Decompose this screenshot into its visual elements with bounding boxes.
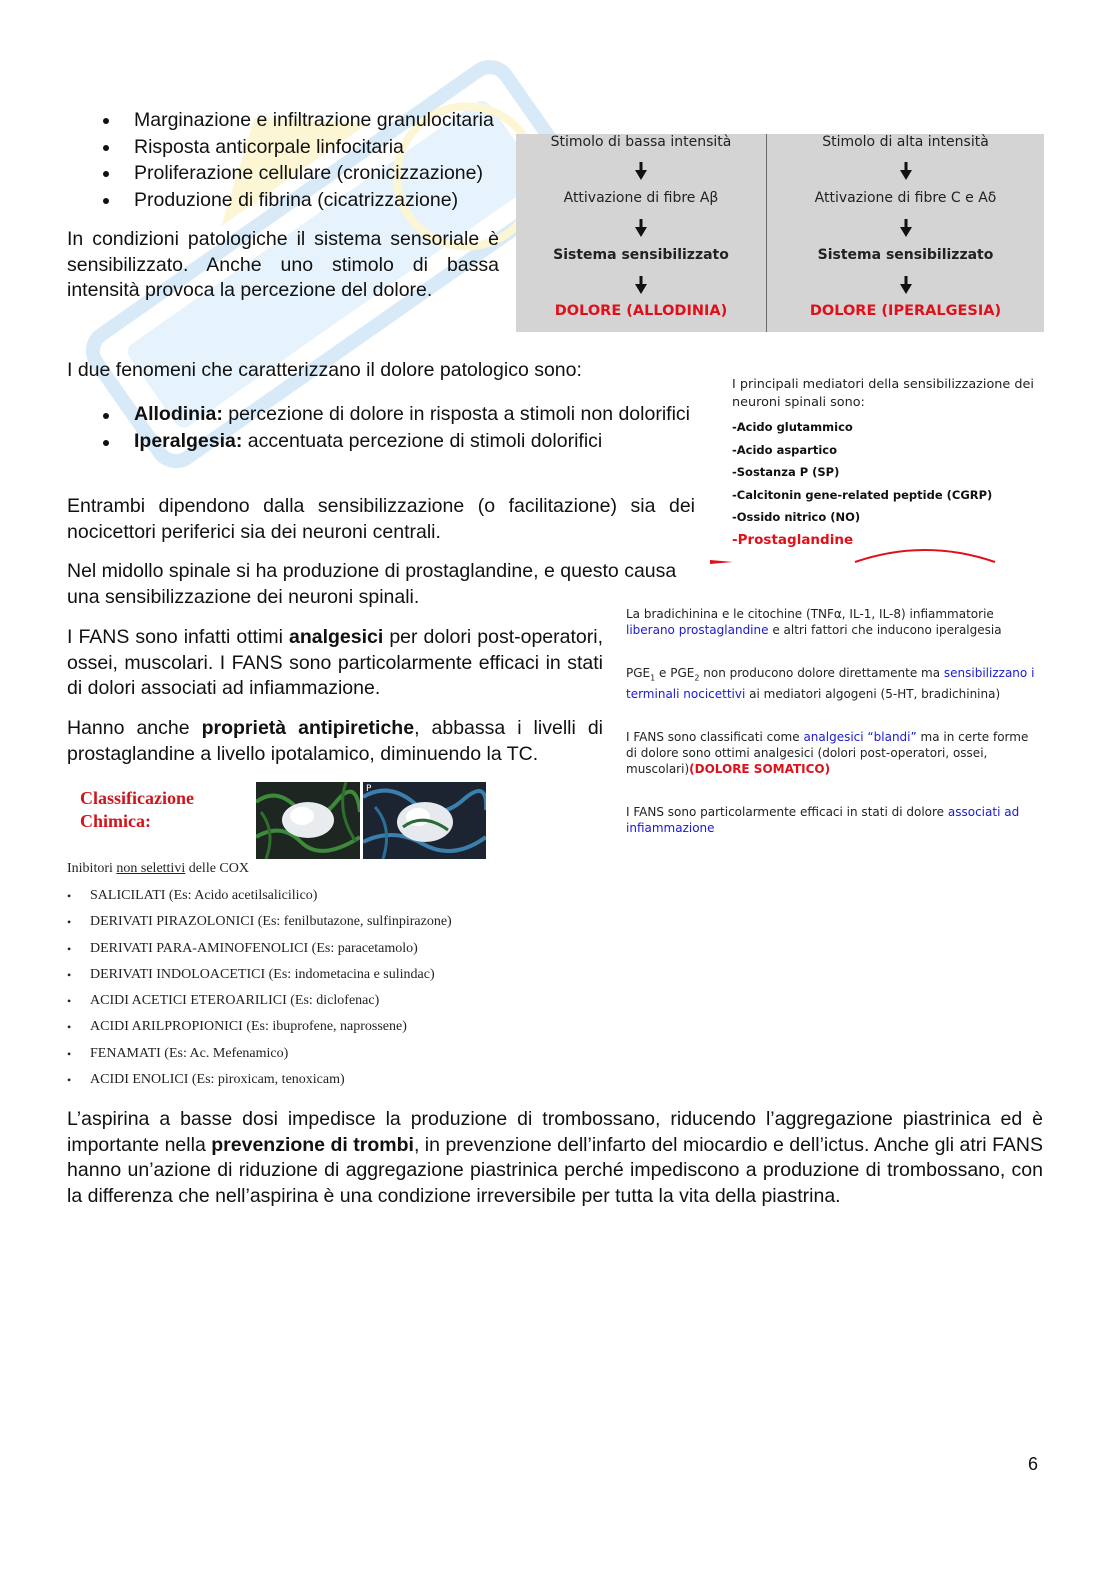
mediator-item: -Sostanza P (SP) (732, 465, 840, 479)
phenomena-list (67, 402, 695, 454)
text: delle COX (185, 861, 249, 876)
allodynia-hyperalgesia-diagram (516, 134, 1044, 332)
mediators-list (732, 416, 1042, 548)
mediator-item: -Acido glutammico (732, 420, 853, 434)
arrow-down-icon (900, 162, 912, 180)
text: PGE (626, 666, 651, 680)
list-item: Proliferazione cellulare (cronicizzazione) (67, 160, 527, 187)
mediator-item: -Calcitonin gene-related peptide (CGRP) (732, 487, 993, 502)
arrow-down-icon (635, 219, 647, 237)
title-line: Classificazione (80, 788, 194, 808)
para-spinal: Nel midollo spinale si ha produzione di prostaglandine, e questo causa una sensibilizzazione dei neuroni spinali. (67, 560, 677, 608)
classification-header (67, 861, 249, 877)
text: I FANS sono classificati come (626, 730, 804, 745)
cox-structure-image (363, 782, 486, 859)
info-paragraph (626, 606, 1040, 638)
term-allodinia: Allodinia: (134, 403, 223, 425)
info-paragraph (626, 665, 1040, 702)
diagram-result: DOLORE (IPERALGESIA) (809, 303, 1002, 319)
highlight-swoosh (705, 540, 1005, 566)
text: La bradichinina e le citochine (TNFα, IL-1, IL-8) infiammatorie (626, 607, 994, 621)
list-item (67, 402, 695, 428)
list-item: • SALICILATI (Es: Acido acetilsalicilico) (67, 883, 527, 909)
text: , in prevenzione dell’infarto del miocardio e dell’ictus. Anche gli atri FANS hanno un’azione di riduzione di aggregazione piastrinica perché impediscono a produzione di trombossano, con la differenza che nell’aspirina è una condizione irreversibile per tutta la vita della piastrina. (67, 1133, 1044, 1207)
diagram-step: Sistema sensibilizzato (553, 247, 729, 263)
list-item: Risposta anticorpale linfocitaria (67, 134, 527, 161)
svg-text:P: P (366, 784, 372, 794)
list-item: • DERIVATI PARA-AMINOFENOLICI (Es: paracetamolo) (67, 936, 527, 962)
mediators-intro: I principali mediatori della sensibilizzazione dei neuroni spinali sono: (732, 377, 1034, 410)
cox-structure-image (256, 782, 360, 859)
list-item: • ACIDI ENOLICI (Es: piroxicam, tenoxicam) (67, 1067, 527, 1093)
list-item: Produzione di fibrina (cicatrizzazione) (67, 187, 527, 214)
definition: accentuata percezione di stimoli dolorifici (242, 429, 603, 452)
text: per dolori post-operatori, ossei, muscolari. I FANS sono particolarmente efficaci in stati di dolori associati ad infiammazione. (67, 626, 603, 699)
info-box (626, 606, 1040, 836)
mediator-highlight: -Prostaglandine (732, 531, 854, 548)
classification-title (80, 787, 194, 833)
para-both: Entrambi dipendono dalla sensibilizzazione (o facilitazione) sia dei nocicettori periferici sia dei neuroni centrali. (67, 495, 695, 543)
list-item: • ACIDI ACETICI ETEROARILICI (Es: diclofenac) (67, 988, 527, 1014)
info-paragraph (626, 729, 1040, 777)
text: I FANS sono infatti ottimi (67, 626, 289, 648)
bold-text: proprietà antipiretiche (201, 717, 415, 739)
text: I FANS sono particolarmente efficaci in stati di dolore (626, 805, 948, 820)
mediators-panel (732, 376, 1042, 548)
text: ai mediatori algogeni (5-HT, bradichinina) (745, 687, 1001, 702)
text: Hanno anche (67, 717, 202, 739)
info-paragraph (626, 804, 1040, 836)
page-number: 6 (1028, 1454, 1039, 1474)
text: non producono dolore direttamente ma (699, 666, 944, 680)
mediator-item: -Ossido nitrico (NO) (732, 510, 861, 524)
underlined-text: non selettivi (116, 861, 186, 876)
list-item: • FENAMATI (Es: Ac. Mefenamico) (67, 1041, 527, 1067)
bold-text: analgesici (288, 626, 384, 648)
text: e PGE (655, 666, 695, 680)
text: , abbassa i livelli di prostaglandine a livello ipotalamico, diminuendo la TC. (67, 717, 603, 765)
text: ma in certe forme di dolore sono ottimi analgesici (dolori post-operatori, ossei, muscolari) (626, 730, 1029, 777)
para-aspirin (67, 1107, 1043, 1209)
para-antipyretic (67, 716, 603, 767)
phenomena-intro: I due fenomeni che caratterizzano il dolore patologico sono: (67, 359, 582, 381)
arrow-down-icon (900, 219, 912, 237)
diagram-step: Attivazione di fibre Aβ (563, 190, 719, 206)
mediator-item: -Acido aspartico (732, 442, 837, 457)
subscript: 2 (694, 673, 700, 683)
diagram-step: Stimolo di alta intensità (822, 134, 989, 150)
para-fans (67, 625, 603, 702)
diagram-result: DOLORE (ALLODINIA) (554, 303, 728, 319)
diagram-step: Stimolo di bassa intensità (550, 134, 732, 150)
para-sensitized: In condizioni patologiche il sistema sensoriale è sensibilizzato. Anche uno stimolo di bassa intensità provoca la percezione del dolore. (67, 228, 499, 301)
title-line: Chimica: (80, 811, 151, 831)
text: Inibitori (67, 861, 117, 876)
text: L’aspirina a basse dosi impedisce la produzione di trombossano, riducendo l’aggregazione piastrinica ed è importante nella (67, 1108, 1043, 1156)
list-item: • DERIVATI PIRAZOLONICI (Es: fenilbutazone, sulfinpirazone) (67, 909, 527, 935)
arrow-down-icon (635, 162, 647, 180)
diagram-step: Sistema sensibilizzato (817, 247, 994, 263)
subscript: 1 (650, 673, 656, 683)
classification-list (67, 883, 527, 1093)
list-item (67, 429, 695, 455)
list-item: • ACIDI ARILPROPIONICI (Es: ibuprofene, naprossene) (67, 1014, 527, 1040)
highlight-text: liberano prostaglandine (626, 623, 769, 637)
term-iperalgesia: Iperalgesia: (134, 429, 243, 452)
highlight-text: sensibilizzano i terminali nocicettivi (626, 666, 1035, 702)
top-bullet-list (67, 107, 527, 213)
highlight-text: associati ad infiammazione (626, 805, 1020, 836)
definition: percezione di dolore in risposta a stimoli non dolorifici (222, 403, 690, 425)
arrow-down-icon (635, 276, 647, 294)
red-text: (DOLORE SOMATICO) (689, 762, 831, 777)
bold-text: prevenzione di trombi (211, 1133, 414, 1156)
text: e altri fattori che inducono iperalgesia (768, 623, 1002, 637)
diagram-right-column (767, 134, 1044, 332)
diagram-step: Attivazione di fibre C e Aδ (814, 190, 997, 206)
highlight-text: analgesici “blandi” (803, 730, 917, 745)
arrow-down-icon (900, 276, 912, 294)
list-item: • DERIVATI INDOLOACETICI (Es: indometacina e sulindac) (67, 962, 527, 988)
list-item: Marginazione e infiltrazione granulocitaria (67, 107, 527, 134)
diagram-left-column (516, 134, 766, 332)
